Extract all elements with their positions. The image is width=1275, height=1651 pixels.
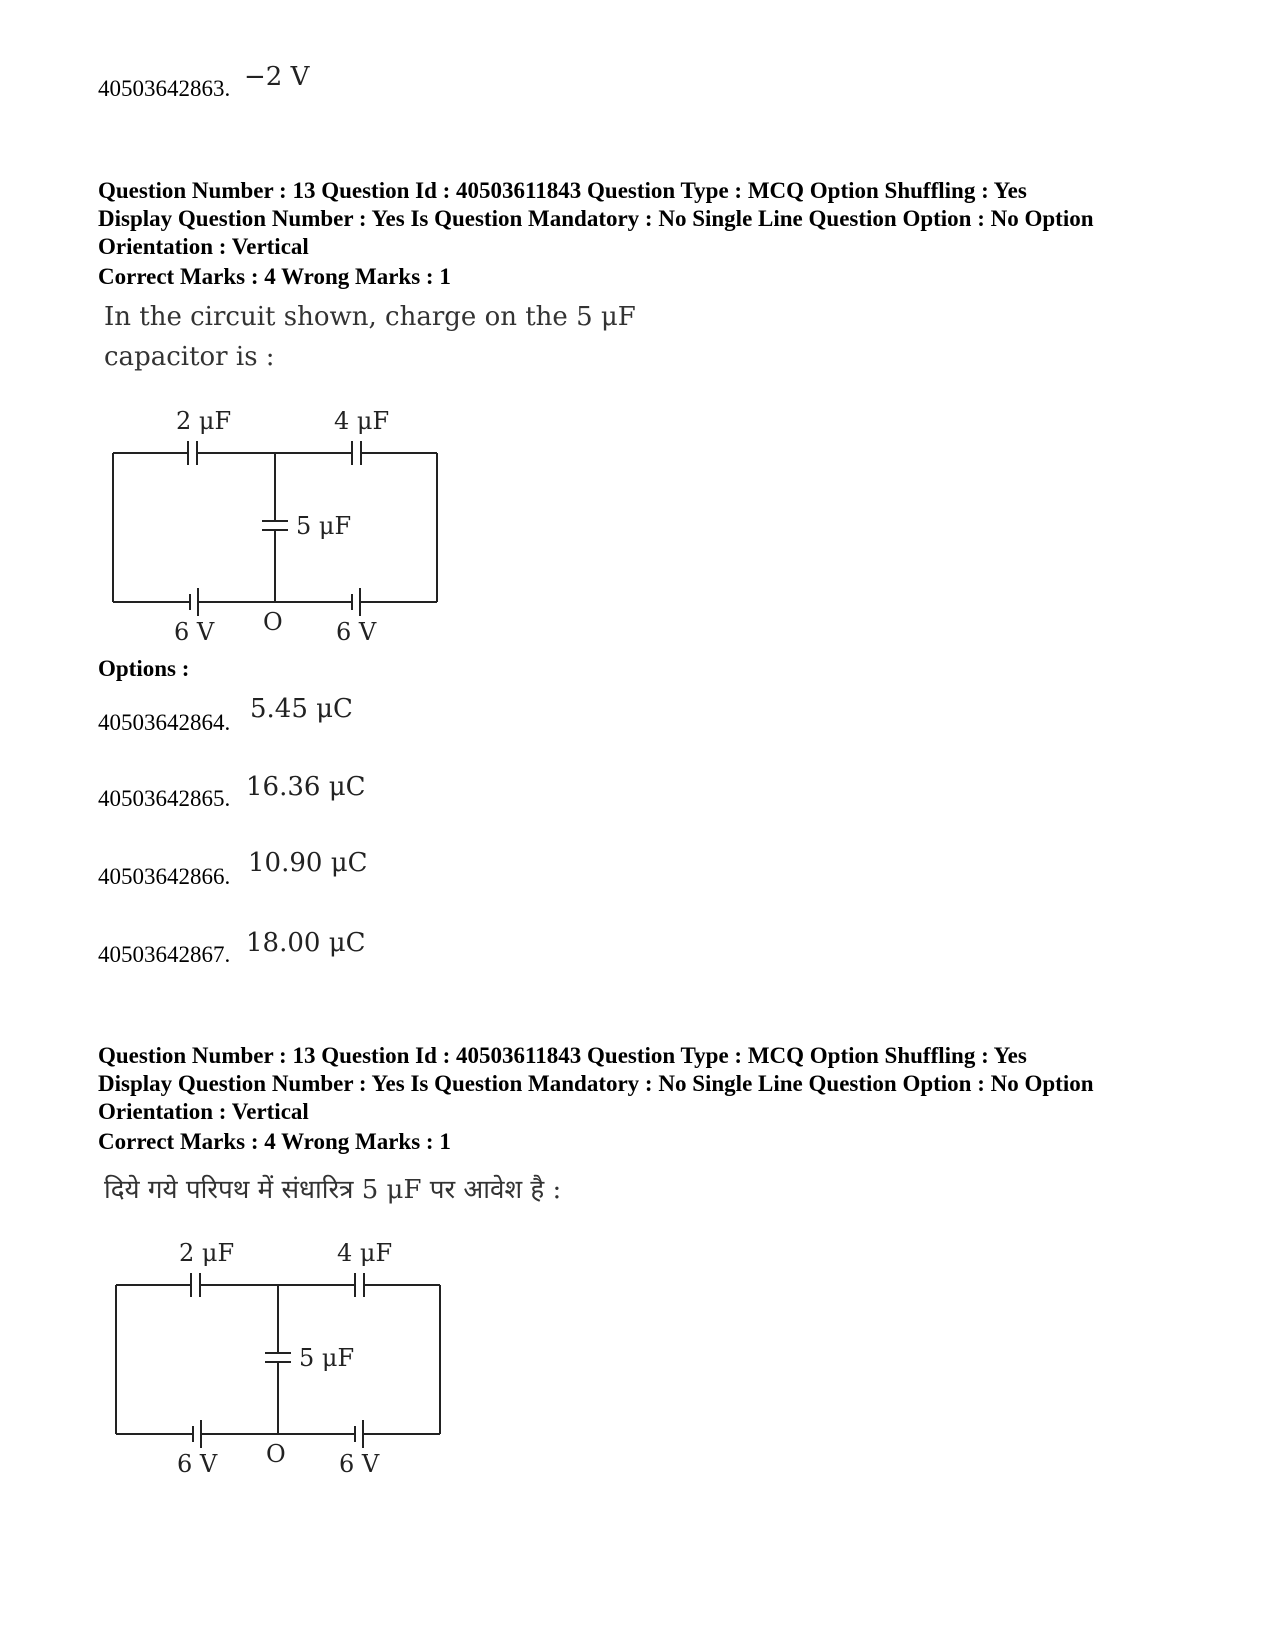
label-6v-left: 6 V bbox=[177, 1450, 218, 1478]
option-id: 40503642864. bbox=[98, 710, 231, 735]
marks-en: Correct Marks : 4 Wrong Marks : 1 bbox=[98, 264, 451, 289]
label-node-o: O bbox=[263, 608, 283, 636]
question-text-en-line1: In the circuit shown, charge on the 5 μF bbox=[104, 302, 636, 332]
prev-option-value: −2 V bbox=[244, 62, 310, 92]
options-label: Options : bbox=[98, 656, 190, 681]
label-5uf: 5 μF bbox=[296, 512, 352, 540]
meta-line-1: Question Number : 13 Question Id : 40503611843 Question Type : MCQ Option Shuffling : Yes bbox=[98, 178, 1027, 203]
label-6v-left: 6 V bbox=[174, 618, 215, 646]
option-value: 16.36 μC bbox=[246, 772, 366, 802]
label-2uf: 2 μF bbox=[179, 1239, 235, 1267]
option-id: 40503642865. bbox=[98, 786, 231, 811]
circuit-diagram-en bbox=[100, 400, 460, 650]
label-2uf: 2 μF bbox=[176, 407, 232, 435]
meta-line-1: Question Number : 13 Question Id : 40503611843 Question Type : MCQ Option Shuffling : Yes bbox=[98, 1043, 1027, 1068]
option-value: 5.45 μC bbox=[250, 694, 353, 724]
circuit-diagram-hi bbox=[103, 1232, 463, 1482]
question-meta-en bbox=[98, 177, 1228, 261]
question-text-hi: दिये गये परिपथ में संधारित्र 5 μF पर आवेश है : bbox=[104, 1175, 562, 1205]
label-4uf: 4 μF bbox=[334, 407, 390, 435]
label-4uf: 4 μF bbox=[337, 1239, 393, 1267]
meta-line-3: Orientation : Vertical bbox=[98, 1099, 309, 1124]
option-id: 40503642866. bbox=[98, 864, 231, 889]
question-meta-hi bbox=[98, 1042, 1228, 1126]
meta-line-2: Display Question Number : Yes Is Question Mandatory : No Single Line Question Option : No Option bbox=[98, 1071, 1094, 1096]
option-id: 40503642867. bbox=[98, 942, 231, 967]
meta-line-3: Orientation : Vertical bbox=[98, 234, 309, 259]
marks-hi: Correct Marks : 4 Wrong Marks : 1 bbox=[98, 1129, 451, 1154]
label-6v-right: 6 V bbox=[339, 1450, 380, 1478]
option-value: 18.00 μC bbox=[246, 928, 366, 958]
label-node-o: O bbox=[266, 1440, 286, 1468]
label-6v-right: 6 V bbox=[336, 618, 377, 646]
question-text-en-line2: capacitor is : bbox=[104, 342, 275, 372]
option-value: 10.90 μC bbox=[248, 848, 368, 878]
label-5uf: 5 μF bbox=[299, 1344, 355, 1372]
meta-line-2: Display Question Number : Yes Is Question Mandatory : No Single Line Question Option : No Option bbox=[98, 206, 1094, 231]
prev-option-id: 40503642863. bbox=[98, 76, 231, 101]
